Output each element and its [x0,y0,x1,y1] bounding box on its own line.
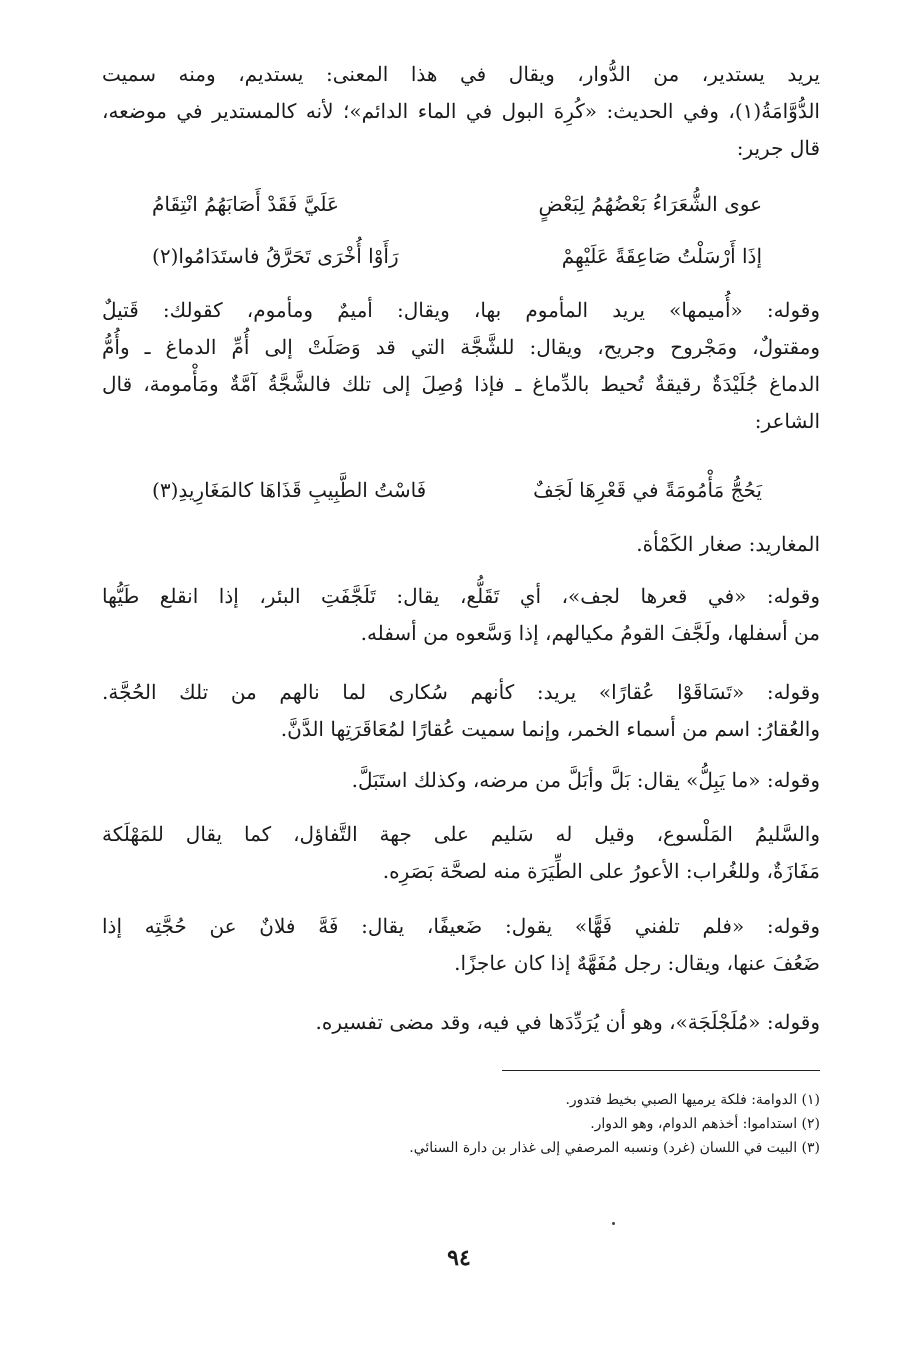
text-line: وقوله: «فلم تلفني فَهًّا» يقول: ضَعيفًا، يقال: فَهَّ فلانٌ عن حُجَّتِه إذا [102,914,820,938]
paragraph-2 [102,292,820,440]
footnotes [102,1088,820,1160]
verse-line [152,186,762,222]
verse-line [152,472,762,508]
text-line: وقوله: «مُلَجْلَجَة»، وهو أن يُرَدِّدَها في فيه، وقد مضى تفسيره. [315,1010,820,1034]
text-line: المغاريد: صغار الكَمْأة. [636,532,820,556]
text-line: ضَعُفَ عنها، ويقال: رجل مُفَهَّهٌ إذا كان عاجزًا. [454,951,820,975]
paragraph-4 [102,578,820,652]
verse-first-hemistich: إذَا أَرْسَلْتُ صَاعِقَةً عَلَيْهِمْ [561,244,762,268]
text-line: يريد يستدير، من الدُّوار، ويقال في هذا المعنى: يستديم، ومنه سميت [102,62,820,86]
footnote: (٢) استداموا: أخذهم الدوام، وهو الدوار. [590,1116,820,1132]
page-number: ٩٤ [447,1245,471,1271]
text-line: من أسفلها، ولَجَّفَ القومُ مكيالهم، إذا وَسَّعوه من أسفله. [360,621,820,645]
verse-second-hemistich: عَلَيَّ فَقَدْ أَصَابَهُمُ انْتِقَامُ [152,192,339,216]
text-line: الدماغ جُلَيْدَةٌ رقيقةٌ تُحيط بالدِّماغ ـ فإذا وُصِلَ إلى تلك فالشَّجَّةُ آمَّةٌ ومَأْمومة، قال [102,372,820,396]
text-line: ومقتولٌ، ومَجْروح وجريح، ويقال: للشَّجَّة التي قد وَصَلَتْ إلى أُمِّ الدماغ ـ وأُمُّ [102,335,820,359]
paragraph-3 [102,526,820,563]
text-line: وقوله: «تَسَاقَوْا عُقارًا» يريد: كأنهم سُكارى لما نالهم من تلك الحُجَّة. [102,680,820,704]
text-line: الشاعر: [754,409,820,433]
verse-first-hemistich: عوى الشُّعَرَاءُ بَعْضُهُمُ لِبَعْضٍ [538,192,762,216]
text-line: وقوله: «أُميمها» يريد المأموم بها، ويقال: أميمٌ ومأموم، كقولك: قَتيلٌ [102,298,820,322]
text-line: الدُّوَّامَةُ(١)، وفي الحديث: «كُرِهَ البول في الماء الدائم»؛ لأنه كالمستدير في موضعه، [102,99,820,123]
paragraph-7 [102,816,820,890]
paragraph-6 [102,762,820,799]
verse-second-hemistich: رَأَوْا أُخْرَى تَحَرَّقُ فاستَدَامُوا(٢) [152,244,399,268]
footnote: (٣) البيت في اللسان (غرد) ونسبه المرصفي إلى غذار بن دارة السنائي. [409,1140,820,1156]
paragraph-5 [102,674,820,748]
text-line: وقوله: «ما يَبِلُّ» يقال: بَلَّ وأبَلَّ من مرضه، وكذلك استَبَلَّ. [351,768,820,792]
verse-first-hemistich: يَحُجُّ مَأْمُومَةً في قَعْرِهَا لَجَفٌ [533,478,762,502]
paragraph-9 [102,1004,820,1041]
print-speck [612,1222,615,1225]
footnote-separator [502,1070,820,1071]
verse-second-hemistich: فَاسْتُ الطَّبِيبِ قَذَاهَا كالمَغَارِيدِ(٣) [152,478,427,502]
footnote: (١) الدوامة: فلكة يرميها الصبي بخيط فتدور. [565,1092,820,1108]
text-line: والعُقارُ: اسم من أسماء الخمر، وإنما سميت عُقارًا لمُعَاقَرَتِها الدَّنَّ. [280,717,820,741]
text-line: قال جرير: [736,136,820,160]
text-line: مَفَازَةٌ، وللغُراب: الأعورُ على الطِّيَرَة منه لصحَّة بَصَرِه. [382,859,820,883]
text-line: والسَّليمُ المَلْسوع، وقيل له سَليم على جهة التَّفاؤل، كما يقال للمَهْلَكة [102,822,820,846]
paragraph-8 [102,908,820,982]
text-line: وقوله: «في قعرها لجف»، أي تَقَلُّع، يقال: تَلَجَّفَتِ البئر، إذا انقلع طَيُّها [102,584,820,608]
paragraph-1 [102,56,820,167]
verse-line [152,238,762,274]
